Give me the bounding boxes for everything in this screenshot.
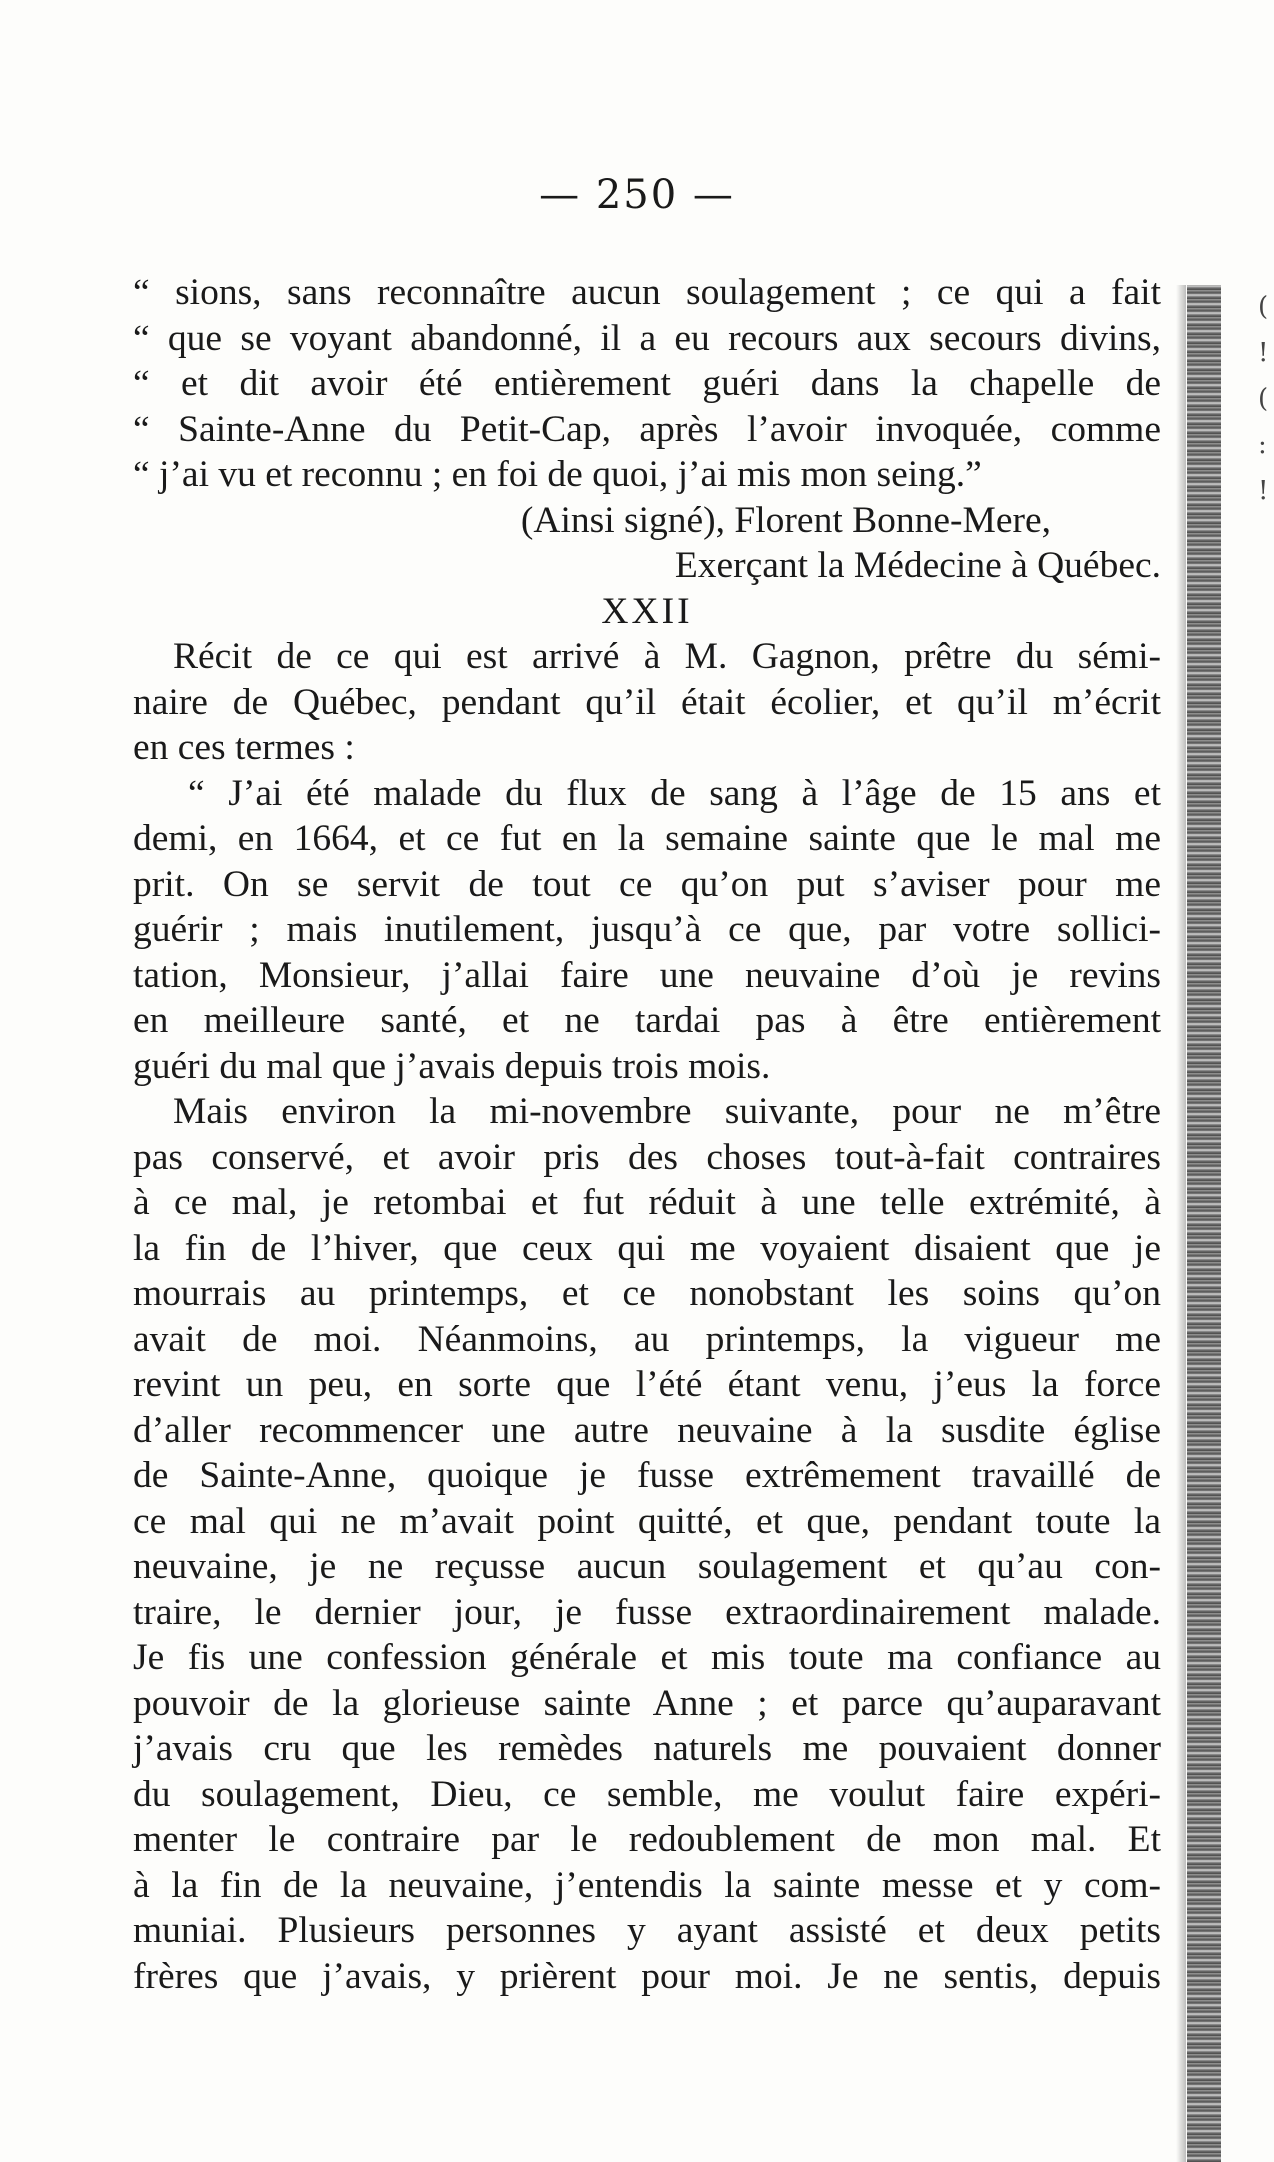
text-line: neuvaine, je ne reçusse aucun soulagement et qu’au con- bbox=[133, 1546, 1161, 1587]
text-line: pas conservé, et avoir pris des choses tout-à-fait contraires bbox=[133, 1136, 1161, 1178]
binding-shadow bbox=[1176, 285, 1186, 2162]
section-heading: XXII bbox=[601, 590, 693, 632]
margin-mark: ! bbox=[1258, 476, 1269, 506]
text-line: avait de moi. Néanmoins, au printemps, la vigueur me bbox=[133, 1318, 1161, 1360]
text-line: “ que se voyant abandonné, il a eu recours aux secours divins, bbox=[133, 317, 1161, 359]
text-line: mourrais au printemps, et ce nonobstant les soins qu’on bbox=[133, 1273, 1161, 1314]
margin-mark: ( bbox=[1258, 384, 1269, 414]
text-line: naire de Québec, pendant qu’il était écolier, et qu’il m’écrit bbox=[133, 681, 1161, 723]
text-line: en ces termes : bbox=[133, 727, 355, 768]
text-line: revint un peu, en sorte que l’été étant venu, j’eus la force bbox=[133, 1364, 1161, 1405]
text-line: Récit de ce qui est arrivé à M. Gagnon, prêtre du sémi- bbox=[173, 636, 1161, 677]
body-text bbox=[133, 270, 1161, 1999]
binding-edge bbox=[1187, 285, 1221, 2162]
text-line: en meilleure santé, et ne tardai pas à être entièrement bbox=[133, 1000, 1161, 1041]
text-line: demi, en 1664, et ce fut en la semaine sainte que le mal me bbox=[133, 818, 1161, 859]
margin-mark: : bbox=[1258, 430, 1267, 460]
text-line: frères que j’avais, y prièrent pour moi. Je ne sentis, depuis bbox=[133, 1955, 1161, 1997]
text-line: à la fin de la neuvaine, j’entendis la sainte messe et y com- bbox=[133, 1864, 1161, 1906]
signature-line: (Ainsi signé), Florent Bonne-Mere, bbox=[520, 499, 1051, 541]
text-line: à ce mal, je retombai et fut réduit à une telle extrémité, à bbox=[133, 1182, 1161, 1223]
text-line: “ Sainte-Anne du Petit-Cap, après l’avoir invoquée, comme bbox=[133, 408, 1161, 450]
text-line: prit. On se servit de tout ce qu’on put s’aviser pour me bbox=[133, 863, 1161, 905]
text-line: tation, Monsieur, j’allai faire une neuvaine d’où je revins bbox=[133, 954, 1161, 996]
text-line: “ et dit avoir été entièrement guéri dans la chapelle de bbox=[133, 363, 1161, 404]
text-line: traire, le dernier jour, je fusse extraordinairement malade. bbox=[133, 1591, 1161, 1633]
text-line: de Sainte-Anne, quoique je fusse extrêmement travaillé de bbox=[133, 1455, 1161, 1496]
text-line: ce mal qui ne m’avait point quitté, et que, pendant toute la bbox=[133, 1500, 1161, 1542]
text-line: j’avais cru que les remèdes naturels me pouvaient donner bbox=[133, 1728, 1161, 1769]
margin-mark: ( bbox=[1258, 292, 1269, 322]
text-line: la fin de l’hiver, que ceux qui me voyaient disaient que je bbox=[133, 1227, 1161, 1269]
text-line: guérir ; mais inutilement, jusqu’à ce que, par votre sollici- bbox=[133, 909, 1161, 950]
text-line: Je fis une confession générale et mis toute ma confiance au bbox=[133, 1637, 1161, 1678]
text-line: guéri du mal que j’avais depuis trois mois. bbox=[133, 1045, 771, 1087]
text-line: pouvoir de la glorieuse sainte Anne ; et parce qu’auparavant bbox=[133, 1682, 1161, 1724]
margin-mark: ! bbox=[1258, 338, 1269, 368]
signature-line: Exerçant la Médecine à Québec. bbox=[674, 545, 1161, 586]
text-line: du soulagement, Dieu, ce semble, me voulut faire expéri- bbox=[133, 1773, 1161, 1815]
text-line: muniai. Plusieurs personnes y ayant assisté et deux petits bbox=[133, 1910, 1161, 1951]
page-number: — 250 — bbox=[539, 172, 735, 218]
text-line: menter le contraire par le redoublement de mon mal. Et bbox=[133, 1819, 1161, 1860]
text-line: d’aller recommencer une autre neuvaine à la susdite église bbox=[133, 1409, 1161, 1451]
text-line: “ j’ai vu et reconnu ; en foi de quoi, j’ai mis mon seing.” bbox=[133, 454, 982, 495]
text-line: “ sions, sans reconnaître aucun soulagement ; ce qui a fait bbox=[133, 272, 1161, 313]
text-line: “ J’ai été malade du flux de sang à l’âge de 15 ans et bbox=[188, 772, 1161, 814]
text-line: Mais environ la mi-novembre suivante, pour ne m’être bbox=[173, 1091, 1161, 1132]
